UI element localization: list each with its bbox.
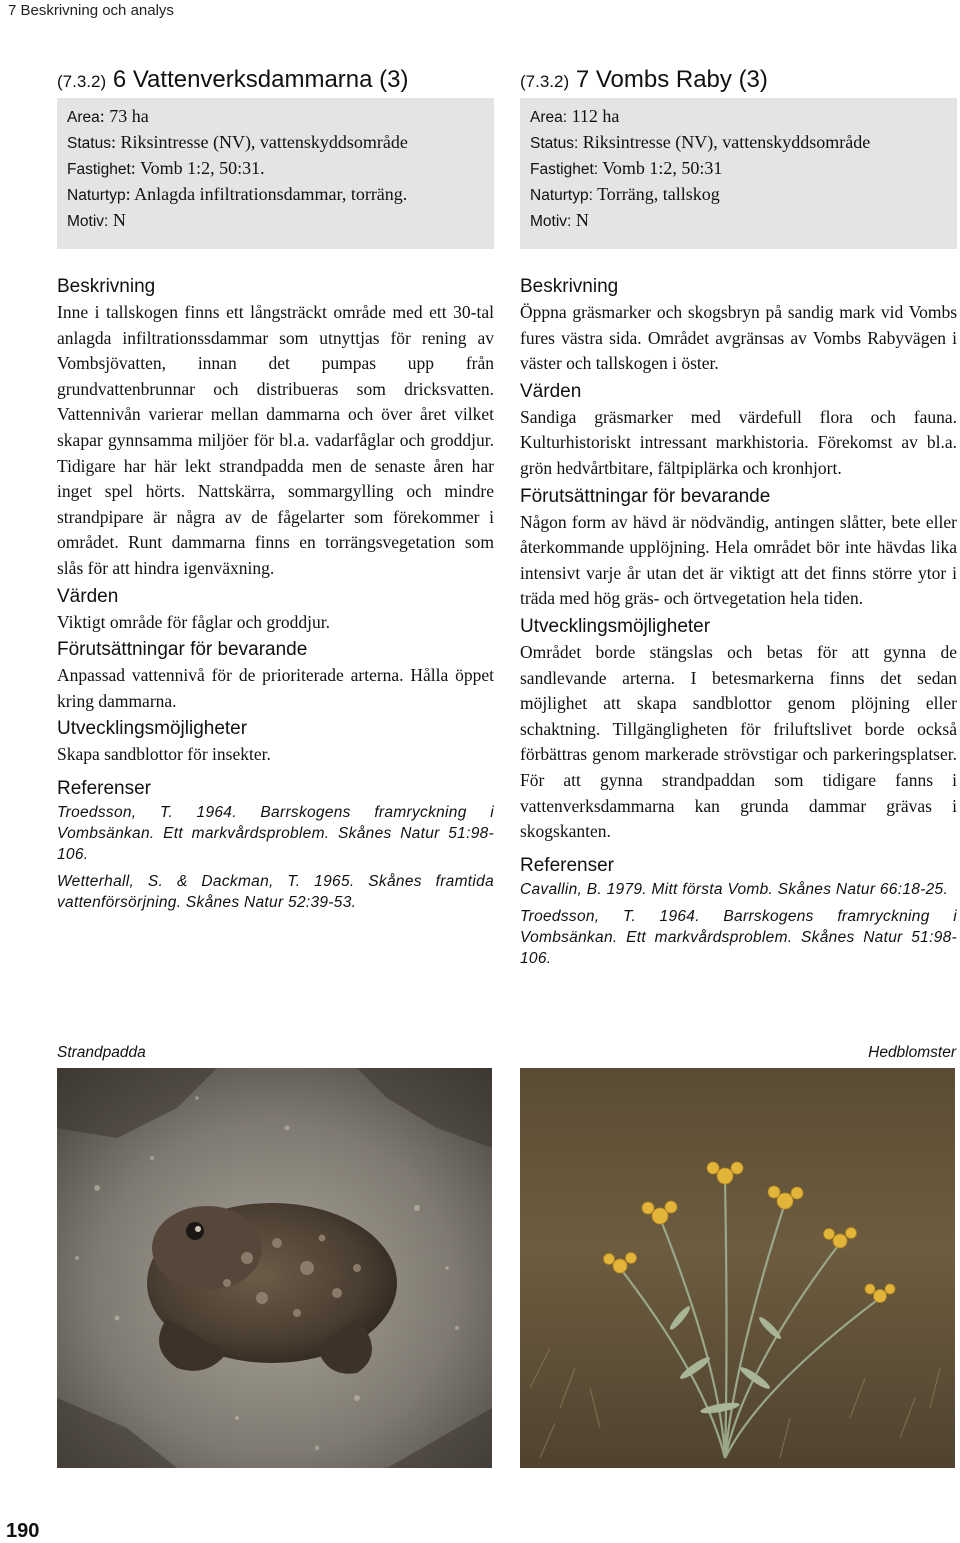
- right-section-heading: [520, 64, 957, 98]
- left-area-value: : 73 ha: [99, 106, 149, 126]
- right-body: [520, 274, 957, 969]
- right-utveckling-text: Området borde stängslas och betas för att gynna de sandlevande arterna. I betesmarkerna finns det sedan möjlighet att skapa sandblottor genom plöjning eller schaktning. Tillgängligheten för friluftslivet borde också förbättras genom markerade strövstigar och parkeringsplatser. För att gynna strandpaddan som tidigare fanns i vattenverksdammarna kan grunda dammar grävas i skogskanten.: [520, 641, 957, 842]
- right-varden-heading: Värden: [520, 380, 582, 402]
- left-motiv-value: N: [108, 210, 126, 230]
- right-section-title: 7 Vombs Raby (3): [575, 66, 768, 93]
- right-reference-2: Troedsson, T. 1964. Barrskogens framryckning i Vombsänkan. Ett markvårdsproblem. Skånes Natur 51:98-106.: [520, 907, 957, 967]
- right-section-code: (7.3.2): [520, 72, 570, 91]
- toad: [147, 1203, 397, 1374]
- right-area-value: 112 ha: [567, 106, 620, 126]
- right-column: [520, 64, 957, 975]
- left-reference-1: Troedsson, T. 1964. Barrskogens framryckning i Vombsänkan. Ett markvårdsproblem. Skånes Natur 51:98-106.: [57, 803, 494, 863]
- left-status-value: : Riksintresse (NV), vattenskyddsområde: [110, 132, 408, 152]
- left-fastighet-value: : Vomb 1:2, 50:31.: [130, 158, 265, 178]
- left-utveckling-text: Skapa sandblottor för insekter.: [57, 744, 271, 765]
- left-referenser-heading: Referenser: [57, 777, 151, 799]
- left-fastighet-label: Fastighet: [67, 161, 131, 178]
- right-info-box: [520, 98, 957, 249]
- right-varden-text: Sandiga gräsmarker med värdefull flora och fauna. Kulturhistoriskt intressant markhistoria. Förekomst av bl.a. grön hedvårtbitare, fältpiplärka och kronhjort.: [520, 406, 957, 478]
- left-column: [57, 64, 494, 919]
- right-fastighet-label: Fastighet:: [530, 161, 599, 178]
- left-naturtyp-value: : Anlagda infiltrationsdammar, torräng.: [125, 184, 408, 204]
- left-status-label: Status: [67, 135, 111, 152]
- left-area-label: Area: [67, 109, 100, 126]
- left-section-heading: [57, 64, 494, 98]
- left-info-box: [57, 98, 494, 249]
- left-varden-heading: Värden: [57, 585, 119, 607]
- right-beskrivning-heading: Beskrivning: [520, 276, 619, 297]
- flower-photo: [520, 1068, 955, 1468]
- right-referenser-heading: Referenser: [520, 854, 614, 876]
- right-reference-1: Cavallin, B. 1979. Mitt första Vomb. Skånes Natur 66:18-25.: [520, 880, 949, 898]
- toad-photo-caption: Strandpadda: [57, 1044, 146, 1061]
- right-status-value: Riksintresse (NV), vattenskyddsområde: [578, 132, 871, 152]
- left-naturtyp-label: Naturtyp: [67, 187, 126, 204]
- left-section-title: 6 Vattenverksdammarna (3): [112, 66, 409, 93]
- right-motiv-label: Motiv:: [530, 213, 572, 230]
- right-fastighet-value: Vomb 1:2, 50:31: [598, 158, 723, 178]
- right-motiv-value: N: [571, 210, 589, 230]
- right-area-label: Area:: [530, 109, 568, 126]
- right-naturtyp-value: Torräng, tallskog: [592, 184, 720, 204]
- flower-photo-caption: Hedblomster: [868, 1044, 956, 1061]
- page-number: 190: [6, 1520, 40, 1542]
- running-header: 7 Beskrivning och analys: [8, 2, 174, 19]
- right-forutsattningar-heading: Förutsättningar för bevarande: [520, 485, 771, 507]
- left-forutsattningar-text: Anpassad vattennivå för de prioriterade arterna. Hålla öppet kring dammarna.: [57, 665, 494, 711]
- toad-photo: [57, 1068, 492, 1468]
- left-utveckling-heading: Utvecklingsmöjligheter: [57, 718, 248, 740]
- right-forutsattningar-text: Någon form av hävd är nödvändig, antingen slåtter, bete eller återkommande upplöjning. Hela området bör inte hävdas lika intensivt varje år utan det är viktigt att det finns större ytor i träda med hög gräs- och örtvegetation hela tiden.: [520, 511, 957, 609]
- left-motiv-label: Motiv:: [67, 213, 109, 230]
- left-forutsattningar-heading: Förutsättningar för bevarande: [57, 639, 308, 661]
- left-beskrivning-text: Inne i tallskogen finns ett långsträckt område med ett 30-tal anlagda infiltrationssdammar som utnyttjas för rening av Vombsjövatten, innan det pumpas upp från grundvattenbrunnar och distribueras som dricksvatten. Vattennivån varierar mellan dammarna och över året vilket skapar gynnsamma miljöer för bl.a. vadarfåglar och groddjur. Tidigare har här lekt strandpadda men de senaste åren har inget spel hörts. Nattskärra, sommargylling och mindre strandpipare är några av de fågelarter som förekommer i området. Runt dammarna finns en torrängsvegetation som slås för att hindra igenväxning.: [57, 302, 494, 578]
- right-naturtyp-label: Naturtyp:: [530, 187, 593, 204]
- right-utveckling-heading: Utvecklingsmöjligheter: [520, 615, 711, 637]
- left-beskrivning-heading: Beskrivning: [57, 276, 156, 297]
- right-status-label: Status:: [530, 135, 579, 152]
- left-section-code: (7.3.2): [57, 72, 107, 91]
- left-body: [57, 274, 494, 913]
- right-beskrivning-text: Öppna gräsmarker och skogsbryn på sandig mark vid Vombs fures västra sida. Området avgränsas av Vombs Rabyvägen i väster och tallskogen i öster.: [520, 302, 957, 374]
- left-varden-text: Viktigt område för fåglar och groddjur.: [57, 611, 331, 632]
- left-reference-2: Wetterhall, S. & Dackman, T. 1965. Skånes framtida vattenförsörjning. Skånes Natur 52:39-53.: [57, 872, 494, 911]
